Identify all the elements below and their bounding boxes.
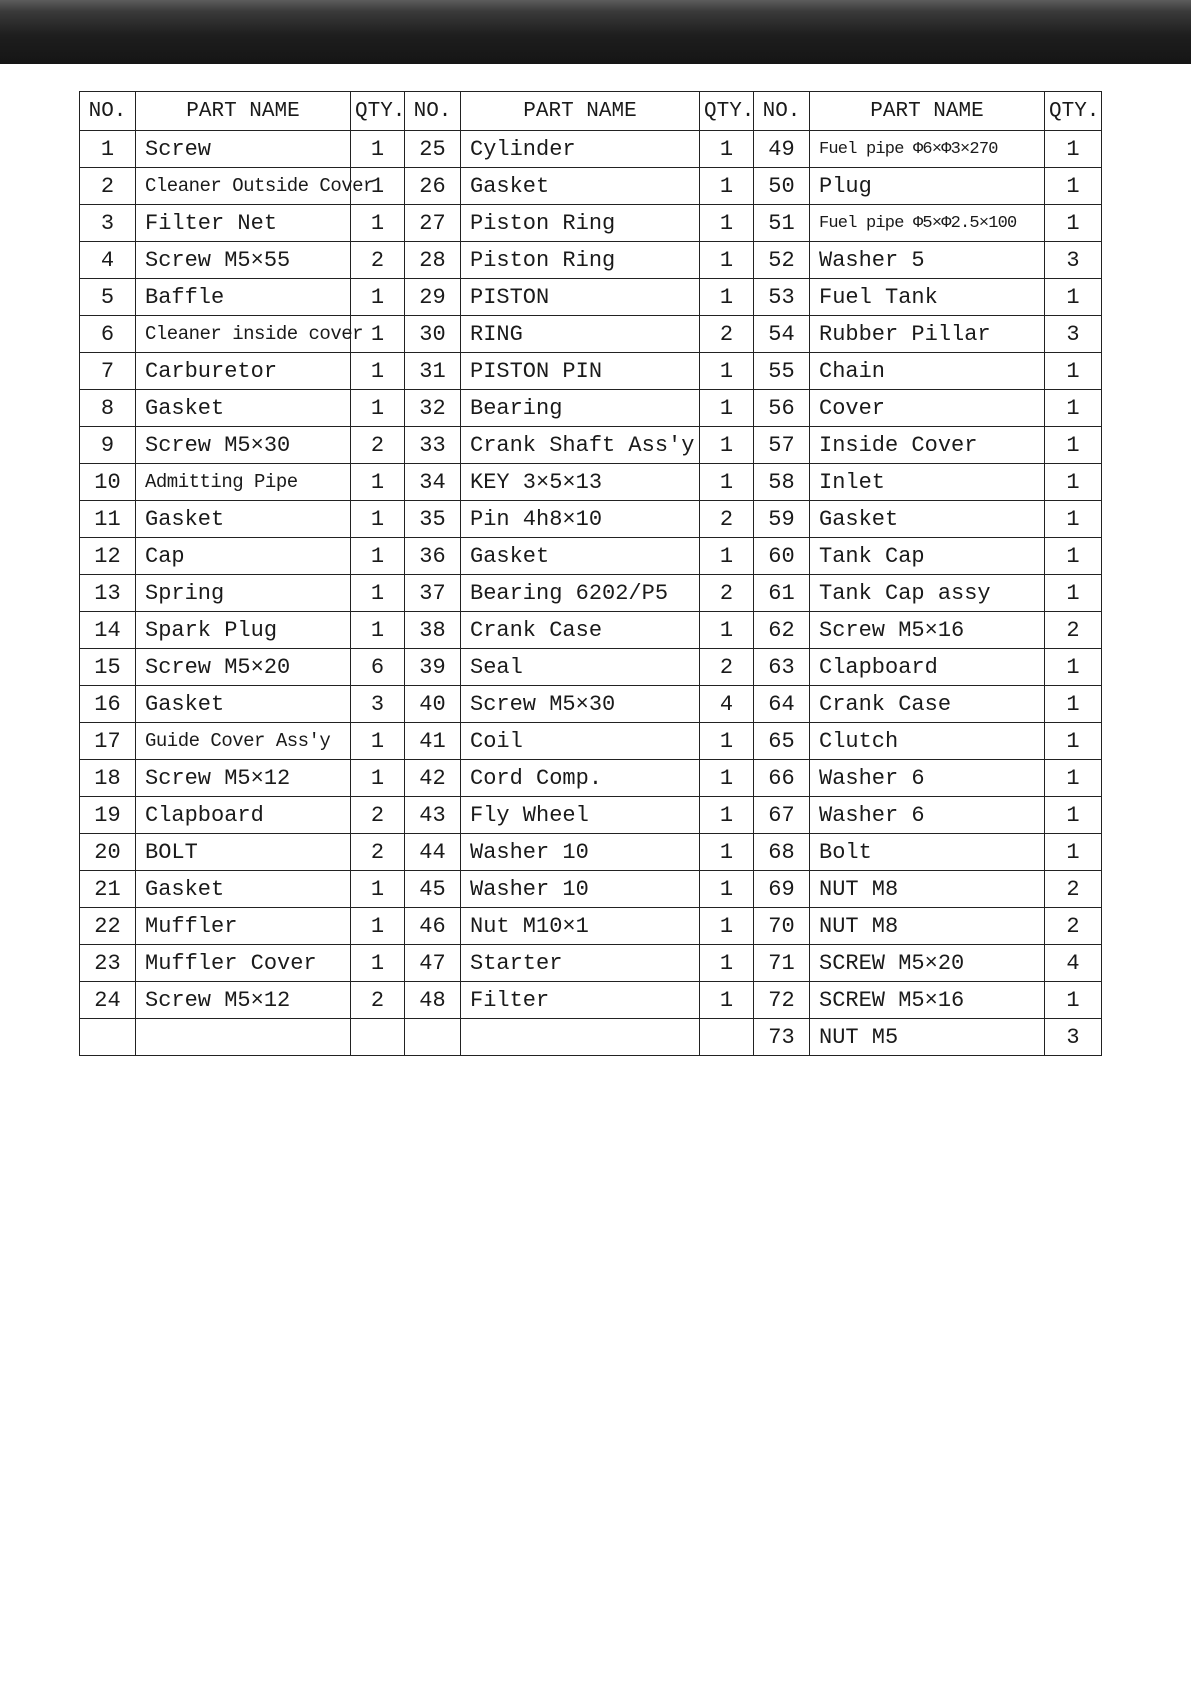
- part-name-cell: Screw M5×16: [810, 612, 1045, 649]
- table-row: [80, 723, 1102, 760]
- table-row: [80, 427, 1102, 464]
- part-name-cell: Coil: [461, 723, 700, 760]
- part-number-cell: 20: [80, 834, 136, 871]
- table-row: [80, 205, 1102, 242]
- part-name-cell: Bearing: [461, 390, 700, 427]
- part-name-cell: RING: [461, 316, 700, 353]
- quantity-cell: 1: [351, 723, 405, 760]
- part-number-cell: 55: [754, 353, 810, 390]
- quantity-cell: 1: [1045, 982, 1102, 1019]
- quantity-cell: 1: [700, 427, 754, 464]
- part-number-cell: 71: [754, 945, 810, 982]
- col-header-no: NO.: [405, 92, 461, 131]
- col-header-no: NO.: [754, 92, 810, 131]
- part-number-cell: 53: [754, 279, 810, 316]
- table-row: [80, 834, 1102, 871]
- part-number-cell: 27: [405, 205, 461, 242]
- quantity-cell: 1: [1045, 279, 1102, 316]
- table-row: [80, 242, 1102, 279]
- part-number-cell: 40: [405, 686, 461, 723]
- part-name-cell: Washer 10: [461, 871, 700, 908]
- quantity-cell: 1: [351, 538, 405, 575]
- part-name-cell: Gasket: [136, 501, 351, 538]
- quantity-cell: 1: [700, 205, 754, 242]
- part-number-cell: 52: [754, 242, 810, 279]
- quantity-cell: 1: [351, 760, 405, 797]
- table-row: [80, 131, 1102, 168]
- table-row: [80, 945, 1102, 982]
- quantity-cell: 1: [351, 464, 405, 501]
- part-number-cell: 12: [80, 538, 136, 575]
- part-name-cell: Cleaner Outside Cover: [136, 168, 351, 205]
- part-number-cell: 41: [405, 723, 461, 760]
- table-row: [80, 649, 1102, 686]
- part-name-cell: Inside Cover: [810, 427, 1045, 464]
- quantity-cell: 1: [1045, 834, 1102, 871]
- part-number-cell: 73: [754, 1019, 810, 1056]
- quantity-cell: 1: [351, 908, 405, 945]
- part-number-cell: 11: [80, 501, 136, 538]
- part-name-cell: Gasket: [461, 538, 700, 575]
- part-name-cell: Piston Ring: [461, 205, 700, 242]
- part-number-cell: 65: [754, 723, 810, 760]
- col-header-qty: QTY.: [351, 92, 405, 131]
- part-name-cell: Filter Net: [136, 205, 351, 242]
- table-row: [80, 686, 1102, 723]
- quantity-cell: 1: [351, 575, 405, 612]
- quantity-cell: 1: [1045, 686, 1102, 723]
- part-number-cell: 8: [80, 390, 136, 427]
- quantity-cell: 1: [351, 279, 405, 316]
- part-name-cell: Screw M5×55: [136, 242, 351, 279]
- quantity-cell: 1: [351, 945, 405, 982]
- quantity-cell: 1: [700, 982, 754, 1019]
- quantity-cell: 2: [351, 427, 405, 464]
- part-number-cell: 66: [754, 760, 810, 797]
- part-name-cell: Screw M5×20: [136, 649, 351, 686]
- quantity-cell: 1: [700, 131, 754, 168]
- part-number-cell: 31: [405, 353, 461, 390]
- quantity-cell: 1: [700, 945, 754, 982]
- quantity-cell: 1: [1045, 575, 1102, 612]
- part-name-cell: Nut M10×1: [461, 908, 700, 945]
- part-number-cell: 23: [80, 945, 136, 982]
- part-number-cell: 21: [80, 871, 136, 908]
- quantity-cell: 2: [351, 982, 405, 1019]
- quantity-cell: 1: [700, 353, 754, 390]
- part-name-cell: Admitting Pipe: [136, 464, 351, 501]
- part-name-cell: Gasket: [136, 871, 351, 908]
- part-name-cell: Crank Shaft Ass'y: [461, 427, 700, 464]
- table-row: [80, 908, 1102, 945]
- quantity-cell: 1: [700, 612, 754, 649]
- quantity-cell: 6: [351, 649, 405, 686]
- parts-list-table: [79, 91, 1102, 1056]
- table-row: [80, 575, 1102, 612]
- part-name-cell: SCREW M5×20: [810, 945, 1045, 982]
- quantity-cell: 1: [1045, 723, 1102, 760]
- part-name-cell: Bolt: [810, 834, 1045, 871]
- part-name-cell: Fuel pipe Φ6×Φ3×270: [810, 131, 1045, 168]
- part-name-cell: Gasket: [136, 390, 351, 427]
- quantity-cell: 1: [1045, 538, 1102, 575]
- part-name-cell: Baffle: [136, 279, 351, 316]
- quantity-cell: 1: [1045, 649, 1102, 686]
- part-number-cell: 50: [754, 168, 810, 205]
- quantity-cell: 2: [1045, 871, 1102, 908]
- quantity-cell: 1: [1045, 427, 1102, 464]
- quantity-cell: 1: [700, 464, 754, 501]
- part-name-cell: Washer 10: [461, 834, 700, 871]
- quantity-cell: 2: [1045, 612, 1102, 649]
- part-number-cell: [405, 1019, 461, 1056]
- part-number-cell: 17: [80, 723, 136, 760]
- quantity-cell: 1: [1045, 464, 1102, 501]
- quantity-cell: 1: [1045, 797, 1102, 834]
- quantity-cell: 1: [351, 168, 405, 205]
- part-number-cell: 19: [80, 797, 136, 834]
- quantity-cell: 1: [351, 871, 405, 908]
- part-number-cell: 64: [754, 686, 810, 723]
- part-number-cell: 28: [405, 242, 461, 279]
- part-number-cell: 18: [80, 760, 136, 797]
- col-header-no: NO.: [80, 92, 136, 131]
- part-name-cell: Clutch: [810, 723, 1045, 760]
- part-number-cell: 43: [405, 797, 461, 834]
- part-number-cell: 36: [405, 538, 461, 575]
- part-number-cell: 59: [754, 501, 810, 538]
- quantity-cell: 1: [1045, 353, 1102, 390]
- part-name-cell: [461, 1019, 700, 1056]
- table-row: [80, 1019, 1102, 1056]
- part-name-cell: Chain: [810, 353, 1045, 390]
- quantity-cell: 2: [351, 834, 405, 871]
- part-number-cell: 9: [80, 427, 136, 464]
- part-number-cell: 35: [405, 501, 461, 538]
- part-name-cell: Washer 6: [810, 797, 1045, 834]
- part-name-cell: Cord Comp.: [461, 760, 700, 797]
- part-number-cell: [80, 1019, 136, 1056]
- part-number-cell: 67: [754, 797, 810, 834]
- quantity-cell: 1: [700, 908, 754, 945]
- part-name-cell: PISTON PIN: [461, 353, 700, 390]
- quantity-cell: 2: [351, 242, 405, 279]
- quantity-cell: 2: [700, 501, 754, 538]
- part-number-cell: 45: [405, 871, 461, 908]
- quantity-cell: [351, 1019, 405, 1056]
- part-number-cell: 22: [80, 908, 136, 945]
- part-number-cell: 30: [405, 316, 461, 353]
- part-number-cell: 57: [754, 427, 810, 464]
- part-number-cell: 32: [405, 390, 461, 427]
- part-number-cell: 13: [80, 575, 136, 612]
- quantity-cell: 1: [700, 760, 754, 797]
- quantity-cell: 1: [700, 242, 754, 279]
- quantity-cell: 1: [1045, 168, 1102, 205]
- quantity-cell: 1: [1045, 131, 1102, 168]
- part-number-cell: 62: [754, 612, 810, 649]
- part-number-cell: 72: [754, 982, 810, 1019]
- part-name-cell: Screw M5×12: [136, 982, 351, 1019]
- quantity-cell: 1: [1045, 760, 1102, 797]
- part-number-cell: 2: [80, 168, 136, 205]
- quantity-cell: 1: [351, 205, 405, 242]
- part-name-cell: Spark Plug: [136, 612, 351, 649]
- part-number-cell: 26: [405, 168, 461, 205]
- part-number-cell: 1: [80, 131, 136, 168]
- part-name-cell: Fuel pipe Φ5×Φ2.5×100: [810, 205, 1045, 242]
- part-name-cell: SCREW M5×16: [810, 982, 1045, 1019]
- quantity-cell: 1: [351, 131, 405, 168]
- part-name-cell: Cylinder: [461, 131, 700, 168]
- quantity-cell: 1: [700, 168, 754, 205]
- part-name-cell: Clapboard: [810, 649, 1045, 686]
- part-number-cell: 3: [80, 205, 136, 242]
- quantity-cell: 4: [1045, 945, 1102, 982]
- part-name-cell: Crank Case: [461, 612, 700, 649]
- part-name-cell: Crank Case: [810, 686, 1045, 723]
- quantity-cell: 2: [1045, 908, 1102, 945]
- quantity-cell: 1: [351, 501, 405, 538]
- part-name-cell: Starter: [461, 945, 700, 982]
- quantity-cell: 1: [351, 612, 405, 649]
- part-number-cell: 14: [80, 612, 136, 649]
- part-name-cell: Carburetor: [136, 353, 351, 390]
- part-name-cell: KEY 3×5×13: [461, 464, 700, 501]
- part-name-cell: PISTON: [461, 279, 700, 316]
- part-name-cell: Inlet: [810, 464, 1045, 501]
- header-row: [80, 92, 1102, 131]
- part-name-cell: Pin 4h8×10: [461, 501, 700, 538]
- part-number-cell: 63: [754, 649, 810, 686]
- table-row: [80, 760, 1102, 797]
- part-number-cell: 69: [754, 871, 810, 908]
- header-bar: [0, 0, 1191, 64]
- part-name-cell: Gasket: [136, 686, 351, 723]
- quantity-cell: 3: [1045, 242, 1102, 279]
- part-number-cell: 68: [754, 834, 810, 871]
- quantity-cell: 1: [700, 723, 754, 760]
- quantity-cell: 1: [351, 353, 405, 390]
- table-row: [80, 501, 1102, 538]
- part-name-cell: Fuel Tank: [810, 279, 1045, 316]
- col-header-qty: QTY.: [1045, 92, 1102, 131]
- part-name-cell: Cap: [136, 538, 351, 575]
- part-number-cell: 25: [405, 131, 461, 168]
- quantity-cell: 1: [700, 538, 754, 575]
- part-name-cell: NUT M5: [810, 1019, 1045, 1056]
- table-row: [80, 797, 1102, 834]
- part-number-cell: 44: [405, 834, 461, 871]
- part-number-cell: 4: [80, 242, 136, 279]
- table-row: [80, 168, 1102, 205]
- part-name-cell: Tank Cap: [810, 538, 1045, 575]
- table-row: [80, 390, 1102, 427]
- table-row: [80, 612, 1102, 649]
- part-name-cell: Gasket: [461, 168, 700, 205]
- table-row: [80, 538, 1102, 575]
- part-number-cell: 38: [405, 612, 461, 649]
- part-number-cell: 61: [754, 575, 810, 612]
- part-number-cell: 16: [80, 686, 136, 723]
- part-name-cell: Plug: [810, 168, 1045, 205]
- part-number-cell: 37: [405, 575, 461, 612]
- quantity-cell: 1: [700, 871, 754, 908]
- part-number-cell: 29: [405, 279, 461, 316]
- part-number-cell: 51: [754, 205, 810, 242]
- table-row: [80, 871, 1102, 908]
- quantity-cell: 4: [700, 686, 754, 723]
- part-number-cell: 42: [405, 760, 461, 797]
- quantity-cell: [700, 1019, 754, 1056]
- table-row: [80, 353, 1102, 390]
- quantity-cell: 3: [1045, 1019, 1102, 1056]
- part-number-cell: 49: [754, 131, 810, 168]
- table-row: [80, 279, 1102, 316]
- part-name-cell: NUT M8: [810, 871, 1045, 908]
- table-row: [80, 316, 1102, 353]
- part-name-cell: Muffler Cover: [136, 945, 351, 982]
- part-name-cell: [136, 1019, 351, 1056]
- part-number-cell: 6: [80, 316, 136, 353]
- part-name-cell: Screw M5×12: [136, 760, 351, 797]
- quantity-cell: 1: [351, 390, 405, 427]
- part-name-cell: Tank Cap assy: [810, 575, 1045, 612]
- quantity-cell: 1: [351, 316, 405, 353]
- part-number-cell: 7: [80, 353, 136, 390]
- quantity-cell: 2: [700, 316, 754, 353]
- part-number-cell: 60: [754, 538, 810, 575]
- table-row: [80, 464, 1102, 501]
- part-name-cell: Muffler: [136, 908, 351, 945]
- part-name-cell: Rubber Pillar: [810, 316, 1045, 353]
- quantity-cell: 1: [700, 390, 754, 427]
- quantity-cell: 1: [700, 797, 754, 834]
- quantity-cell: 3: [1045, 316, 1102, 353]
- col-header-part-name: PART NAME: [136, 92, 351, 131]
- part-name-cell: Screw M5×30: [461, 686, 700, 723]
- part-number-cell: 39: [405, 649, 461, 686]
- part-number-cell: 15: [80, 649, 136, 686]
- quantity-cell: 1: [700, 834, 754, 871]
- quantity-cell: 3: [351, 686, 405, 723]
- part-name-cell: BOLT: [136, 834, 351, 871]
- quantity-cell: 1: [700, 279, 754, 316]
- part-name-cell: Screw: [136, 131, 351, 168]
- part-name-cell: Fly Wheel: [461, 797, 700, 834]
- col-header-part-name: PART NAME: [461, 92, 700, 131]
- col-header-qty: QTY.: [700, 92, 754, 131]
- quantity-cell: 2: [351, 797, 405, 834]
- part-number-cell: 10: [80, 464, 136, 501]
- part-number-cell: 33: [405, 427, 461, 464]
- part-name-cell: Clapboard: [136, 797, 351, 834]
- part-number-cell: 54: [754, 316, 810, 353]
- quantity-cell: 1: [1045, 390, 1102, 427]
- part-name-cell: Cleaner inside cover: [136, 316, 351, 353]
- part-number-cell: 70: [754, 908, 810, 945]
- part-name-cell: Washer 6: [810, 760, 1045, 797]
- quantity-cell: 1: [1045, 501, 1102, 538]
- part-number-cell: 56: [754, 390, 810, 427]
- part-name-cell: Piston Ring: [461, 242, 700, 279]
- part-name-cell: Gasket: [810, 501, 1045, 538]
- part-number-cell: 48: [405, 982, 461, 1019]
- part-number-cell: 5: [80, 279, 136, 316]
- part-number-cell: 34: [405, 464, 461, 501]
- quantity-cell: 1: [1045, 205, 1102, 242]
- table-row: [80, 982, 1102, 1019]
- part-name-cell: Cover: [810, 390, 1045, 427]
- part-name-cell: Washer 5: [810, 242, 1045, 279]
- part-name-cell: Spring: [136, 575, 351, 612]
- col-header-part-name: PART NAME: [810, 92, 1045, 131]
- part-name-cell: NUT M8: [810, 908, 1045, 945]
- parts-table-body: [80, 131, 1102, 1056]
- part-name-cell: Bearing 6202/P5: [461, 575, 700, 612]
- part-number-cell: 24: [80, 982, 136, 1019]
- part-name-cell: Guide Cover Ass'y: [136, 723, 351, 760]
- quantity-cell: 2: [700, 575, 754, 612]
- part-number-cell: 47: [405, 945, 461, 982]
- part-name-cell: Seal: [461, 649, 700, 686]
- part-name-cell: Filter: [461, 982, 700, 1019]
- part-number-cell: 46: [405, 908, 461, 945]
- quantity-cell: 2: [700, 649, 754, 686]
- part-number-cell: 58: [754, 464, 810, 501]
- part-name-cell: Screw M5×30: [136, 427, 351, 464]
